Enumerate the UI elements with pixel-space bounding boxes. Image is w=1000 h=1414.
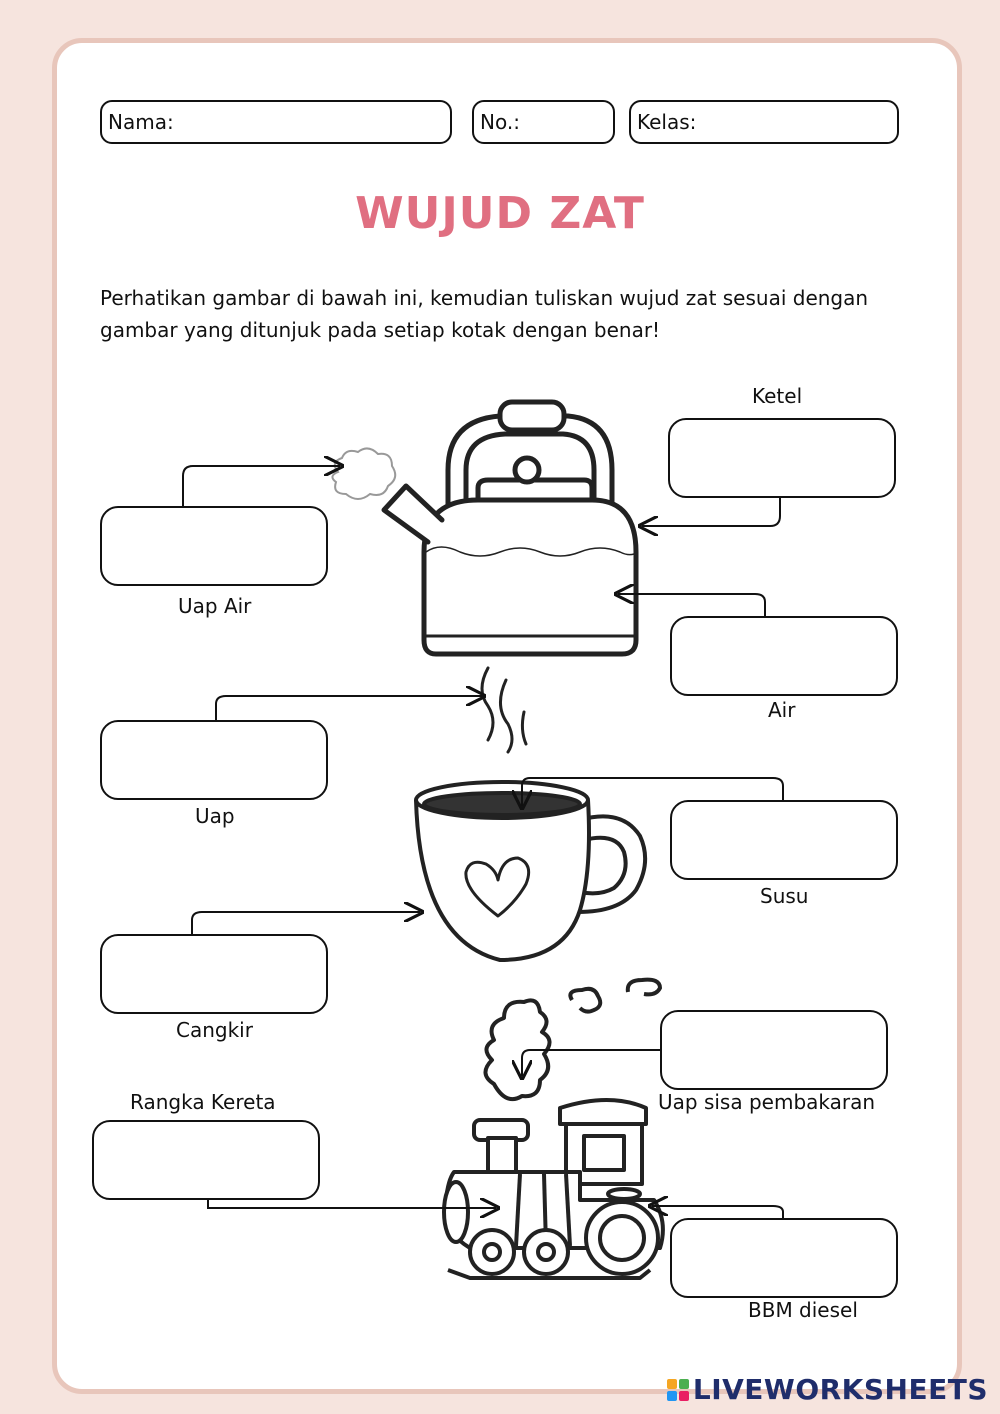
smoke-icon [485,980,660,1099]
label-cangkir: Cangkir [176,1018,253,1042]
train-icon [444,1100,663,1278]
answer-box-air[interactable] [670,616,898,696]
label-uap-air: Uap Air [178,594,252,618]
name-label: Nama: [108,110,174,134]
answer-box-uap-sisa[interactable] [660,1010,888,1090]
answer-box-uap[interactable] [100,720,328,800]
instruction-text: Perhatikan gambar di bawah ini, kemudian tuliskan wujud zat sesuai dengan gambar yang ditunjuk pada setiap kotak dengan benar! [100,286,869,342]
brand-name: LIVEWORKSHEETS [692,1373,988,1406]
label-uap: Uap [195,804,235,828]
brand-icon [667,1379,689,1401]
answer-box-uap-air[interactable] [100,506,328,586]
answer-box-susu[interactable] [670,800,898,880]
label-ketel: Ketel [752,384,803,408]
label-rangka-kereta: Rangka Kereta [130,1090,276,1114]
kettle-icon [384,402,636,654]
label-air: Air [768,698,796,722]
label-uap-sisa: Uap sisa pembakaran [658,1090,876,1114]
brand-logo[interactable] [667,1373,988,1406]
answer-box-bbm-diesel[interactable] [670,1218,898,1298]
answer-box-ketel[interactable] [668,418,896,498]
steam-icon [482,668,526,752]
cup-icon [416,782,645,960]
answer-box-cangkir[interactable] [100,934,328,1014]
label-susu: Susu [760,884,809,908]
label-bbm-diesel: BBM diesel [748,1298,858,1322]
page-title: WUJUD ZAT [355,188,645,239]
class-label: Kelas: [637,110,697,134]
number-label: No.: [480,110,520,134]
steam-cloud-icon [332,448,395,499]
answer-box-rangka-kereta[interactable] [92,1120,320,1200]
